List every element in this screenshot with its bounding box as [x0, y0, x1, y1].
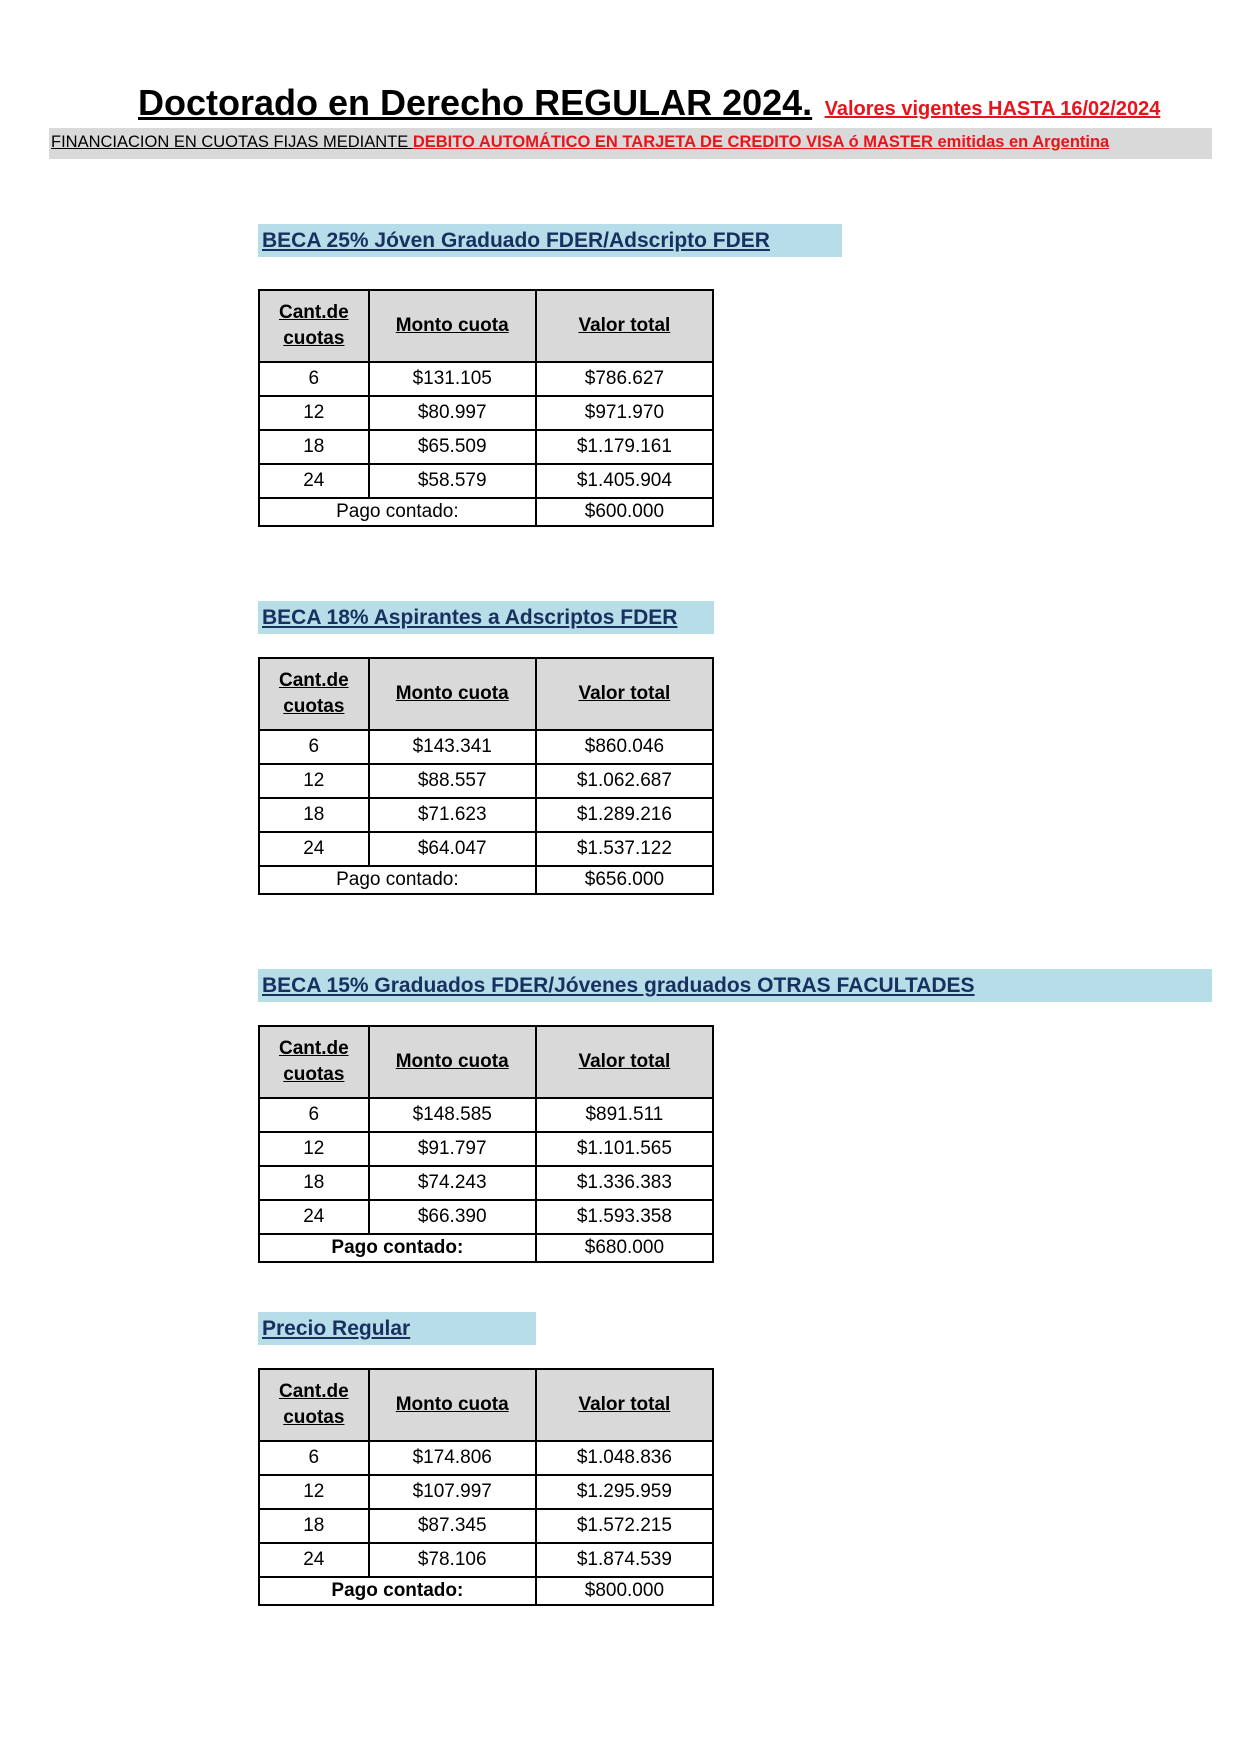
table-header-row: [259, 1026, 713, 1098]
cash-value: $600.000: [536, 498, 713, 526]
col-header-cuotas: Cant.de cuotas: [259, 1369, 369, 1441]
col-header-monto: Monto cuota: [369, 290, 536, 362]
col-header-monto: Monto cuota: [369, 1026, 536, 1098]
cash-payment-row: [259, 1234, 713, 1262]
col-header-monto: Monto cuota: [369, 1369, 536, 1441]
cash-payment-row: [259, 1577, 713, 1605]
installments-table-beca-15: [258, 1025, 714, 1263]
cash-label: Pago contado:: [259, 1577, 536, 1605]
section-heading-beca-15: [258, 969, 1212, 1002]
page-title: Doctorado en Derecho REGULAR 2024.: [138, 82, 813, 123]
cash-label: Pago contado:: [259, 1234, 536, 1262]
table-row: 12 $80.997 $971.970: [259, 396, 713, 430]
col-header-cuotas: Cant.de cuotas: [259, 1026, 369, 1098]
table-row: 12 $91.797 $1.101.565: [259, 1132, 713, 1166]
cash-label: Pago contado:: [259, 498, 536, 526]
table-row: 24 $64.047 $1.537.122: [259, 832, 713, 866]
col-header-monto: Monto cuota: [369, 658, 536, 730]
cash-payment-row: [259, 866, 713, 894]
section-title: BECA 25% Jóven Graduado FDER/Adscripto FDER: [262, 229, 770, 252]
table-row: 18 $71.623 $1.289.216: [259, 798, 713, 832]
table-row: 12 $107.997 $1.295.959: [259, 1475, 713, 1509]
col-header-total: Valor total: [536, 1369, 713, 1441]
cash-value: $680.000: [536, 1234, 713, 1262]
table-row: 24 $58.579 $1.405.904: [259, 464, 713, 498]
cash-label: Pago contado:: [259, 866, 536, 894]
col-header-cuotas: Cant.de cuotas: [259, 658, 369, 730]
table-header-row: [259, 1369, 713, 1441]
section-heading-precio-regular: [258, 1312, 536, 1345]
col-header-total: Valor total: [536, 658, 713, 730]
section-heading-beca-25: [258, 224, 842, 257]
cash-value: $656.000: [536, 866, 713, 894]
table-row: 6 $148.585 $891.511: [259, 1098, 713, 1132]
col-header-cuotas: Cant.de cuotas: [259, 290, 369, 362]
table-row: 12 $88.557 $1.062.687: [259, 764, 713, 798]
validity-note: Valores vigentes HASTA 16/02/2024: [824, 98, 1161, 120]
cash-payment-row: [259, 498, 713, 526]
installments-table-beca-25: [258, 289, 714, 527]
financing-banner: [49, 128, 1212, 159]
cash-value: $800.000: [536, 1577, 713, 1605]
financing-banner-prefix: FINANCIACION EN CUOTAS FIJAS MEDIANTE: [51, 133, 413, 151]
section-heading-beca-18: [258, 601, 714, 634]
table-row: 24 $66.390 $1.593.358: [259, 1200, 713, 1234]
table-row: 18 $65.509 $1.179.161: [259, 430, 713, 464]
table-header-row: [259, 658, 713, 730]
section-title: Precio Regular: [262, 1317, 411, 1340]
table-header-row: [259, 290, 713, 362]
col-header-total: Valor total: [536, 1026, 713, 1098]
installments-table-precio-regular: [258, 1368, 714, 1606]
installments-table-beca-18: [258, 657, 714, 895]
financing-banner-highlight: DEBITO AUTOMÁTICO EN TARJETA DE CREDITO VISA ó MASTER emitidas en Argentina: [412, 133, 1110, 151]
table-row: 6 $174.806 $1.048.836: [259, 1441, 713, 1475]
table-row: 6 $143.341 $860.046: [259, 730, 713, 764]
page-title-line: [138, 82, 1160, 124]
col-header-total: Valor total: [536, 290, 713, 362]
section-title: BECA 15% Graduados FDER/Jóvenes graduados OTRAS FACULTADES: [262, 974, 975, 997]
table-row: 24 $78.106 $1.874.539: [259, 1543, 713, 1577]
table-row: 6 $131.105 $786.627: [259, 362, 713, 396]
table-row: 18 $74.243 $1.336.383: [259, 1166, 713, 1200]
table-row: 18 $87.345 $1.572.215: [259, 1509, 713, 1543]
section-title: BECA 18% Aspirantes a Adscriptos FDER: [262, 606, 678, 629]
